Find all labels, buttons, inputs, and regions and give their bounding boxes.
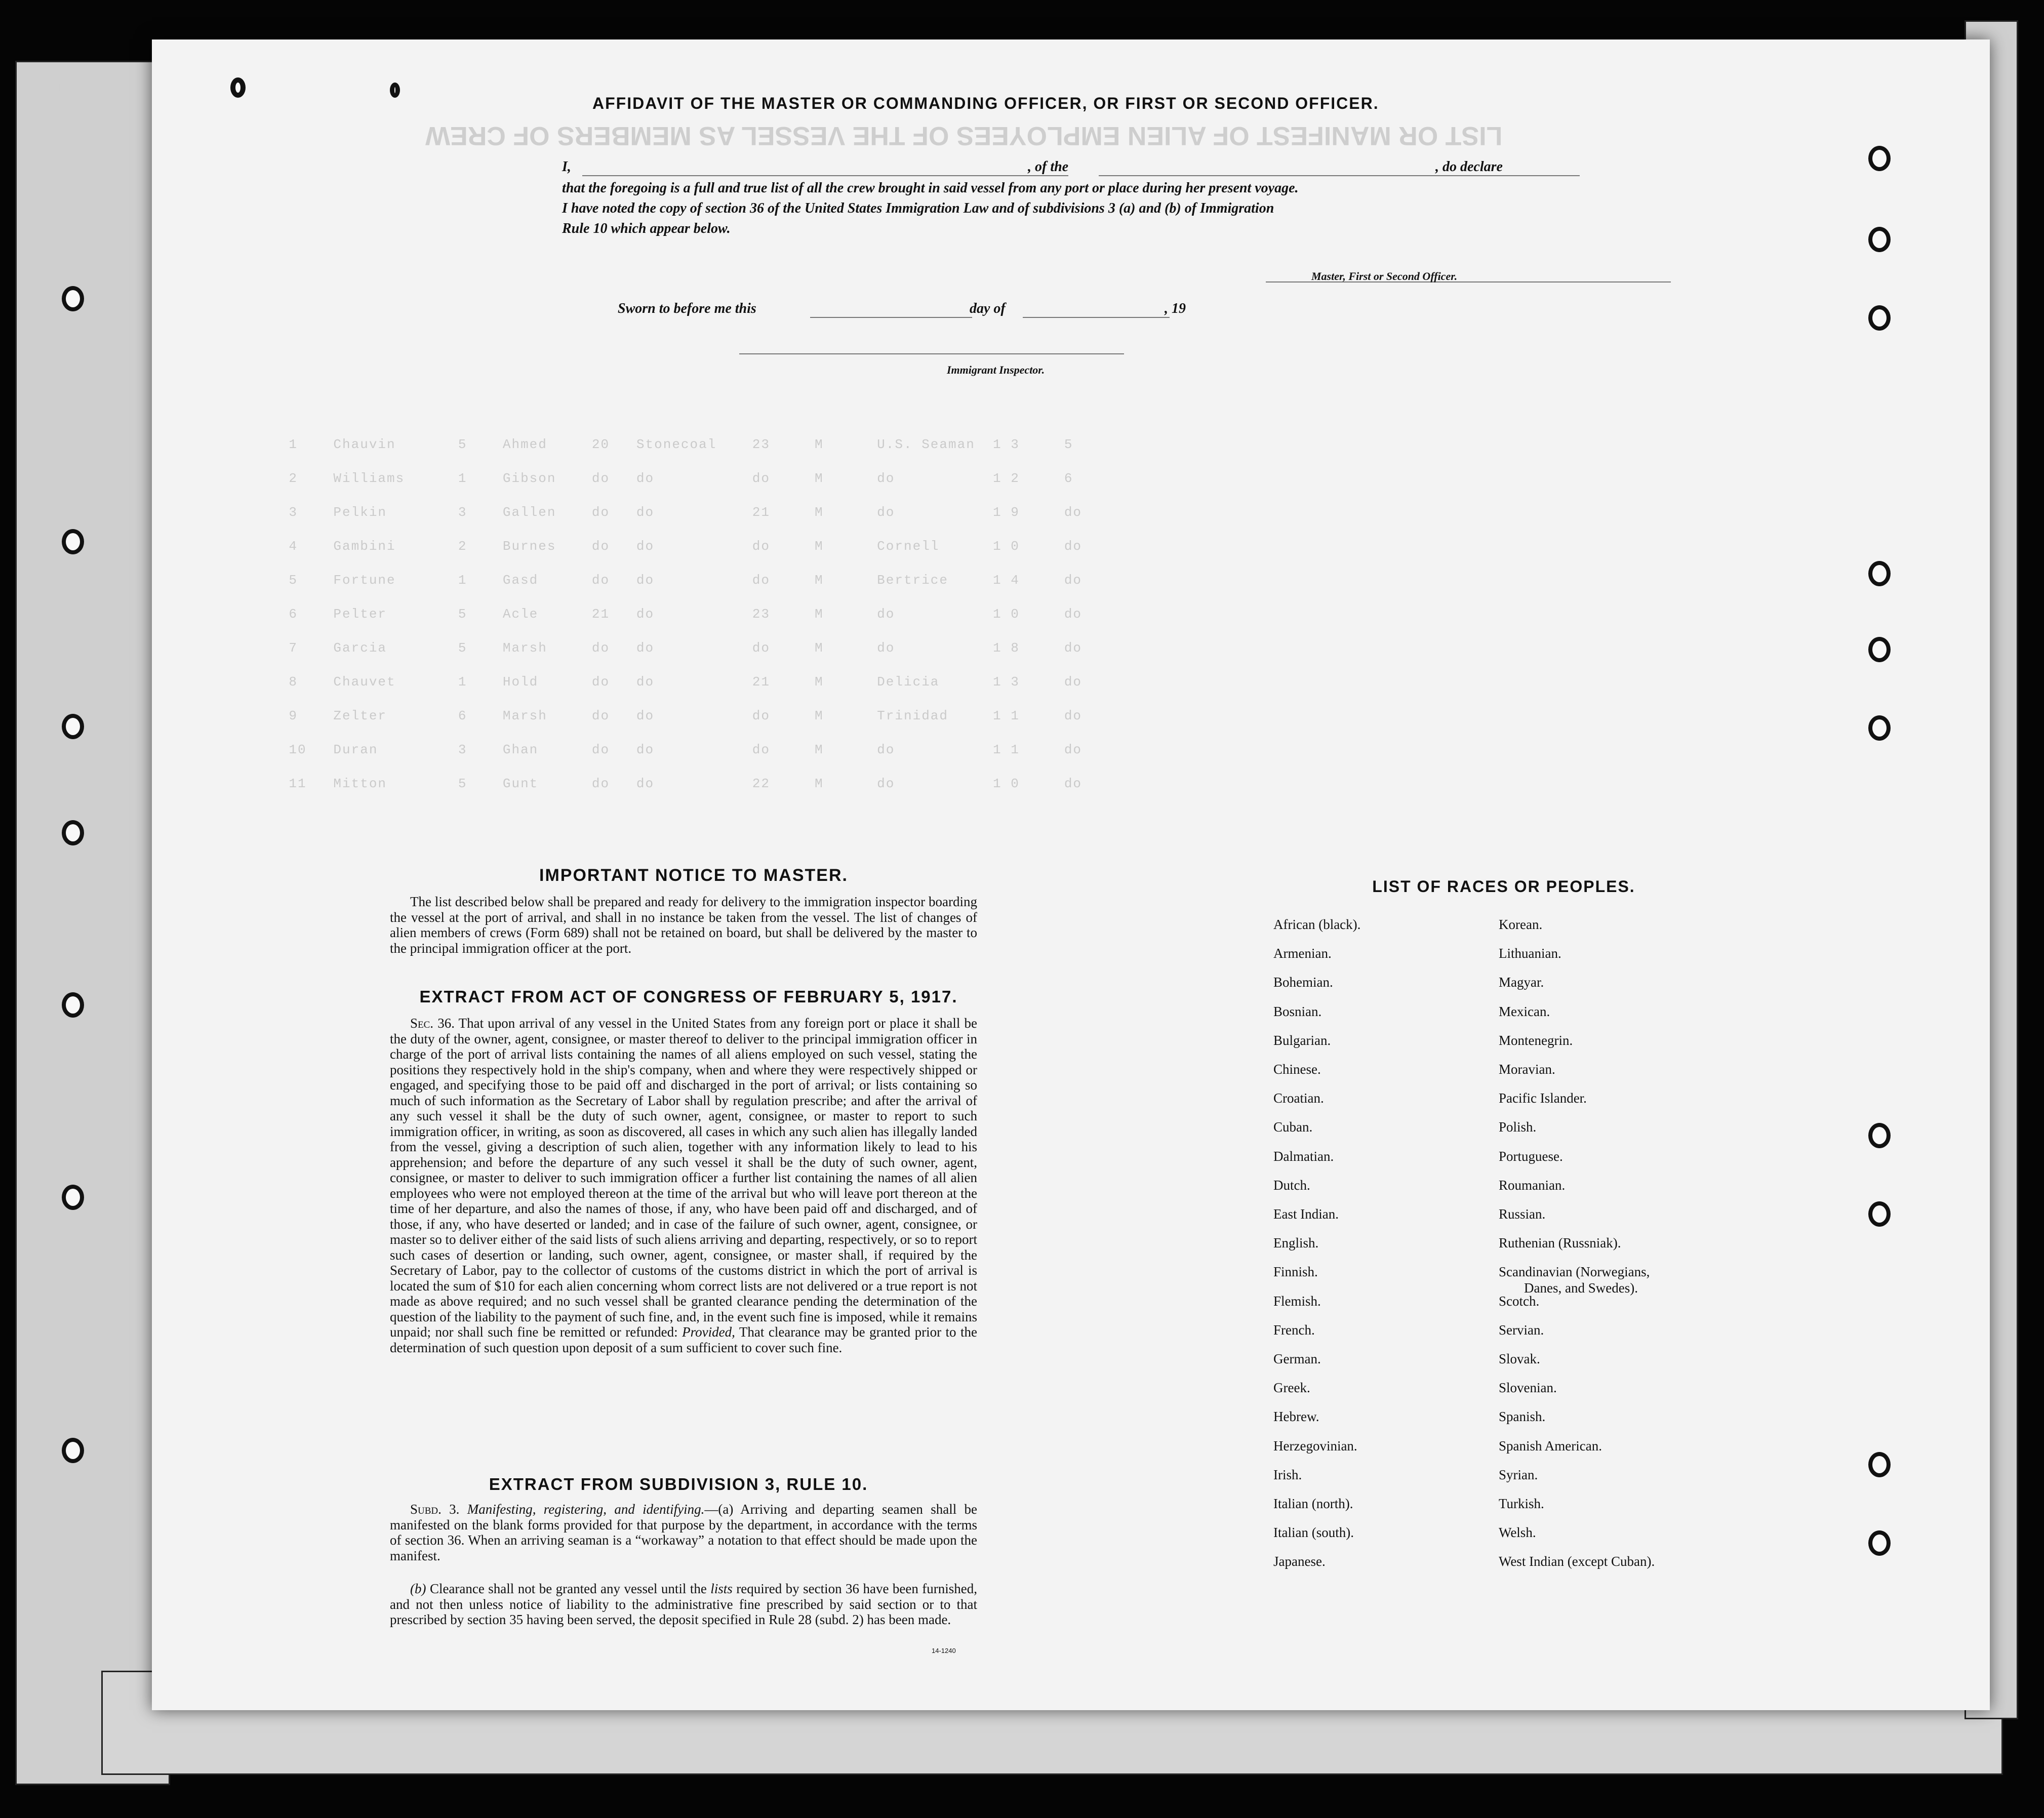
master-signature-label: Master, First or Second Officer. bbox=[1311, 270, 1458, 282]
part-a-label: —(a) bbox=[704, 1502, 734, 1517]
binder-hole bbox=[62, 529, 84, 554]
bleed-through-title: LIST OR MANIFEST OF ALIEN EMPLOYEES OF THE VESSEL AS MEMBERS OF CREW bbox=[425, 121, 1503, 150]
part-b-text-1: Clearance shall not be granted any vessel until the bbox=[429, 1581, 707, 1596]
subd-label: Subd. 3. bbox=[410, 1502, 460, 1517]
race-item: Italian (north). bbox=[1273, 1496, 1353, 1511]
race-item: Slovenian. bbox=[1499, 1380, 1557, 1396]
binder-hole bbox=[62, 820, 84, 845]
race-item: Magyar. bbox=[1499, 975, 1544, 990]
race-item: Dalmatian. bbox=[1273, 1148, 1334, 1164]
binder-hole bbox=[1868, 305, 1891, 331]
race-item: Mexican. bbox=[1499, 1003, 1550, 1019]
race-item: Slovak. bbox=[1499, 1351, 1540, 1366]
subd-heading: Manifesting, registering, and identifying. bbox=[467, 1502, 705, 1517]
race-item: Spanish American. bbox=[1499, 1438, 1602, 1453]
race-item: Greek. bbox=[1273, 1380, 1310, 1396]
race-item: Italian (south). bbox=[1273, 1525, 1354, 1541]
part-a-text: Arriving and departing seamen shall be manifested on the blank forms provided for that purpose by the department, in accordance with the terms of section 36. When an arriving seaman is a “workaway” a notation to that effect should be made upon the manifest. bbox=[390, 1502, 978, 1563]
race-item: Roumanian. bbox=[1499, 1177, 1566, 1193]
binder-hole bbox=[62, 714, 84, 739]
binder-hole bbox=[62, 1438, 84, 1463]
affidavit-title: AFFIDAVIT OF THE MASTER OR COMMANDING OFFICER, OR FIRST OR SECOND OFFICER. bbox=[592, 94, 1379, 112]
race-item: Irish. bbox=[1273, 1467, 1302, 1482]
race-item: Welsh. bbox=[1499, 1525, 1536, 1541]
race-item: Hebrew. bbox=[1273, 1409, 1319, 1425]
race-item: Korean. bbox=[1499, 917, 1543, 932]
provided-word: Provided, bbox=[682, 1324, 735, 1340]
race-item: Russian. bbox=[1499, 1206, 1546, 1222]
race-item: German. bbox=[1273, 1351, 1321, 1366]
races-title: LIST OF RACES OR PEOPLES. bbox=[1372, 877, 1635, 896]
race-item: West Indian (except Cuban). bbox=[1499, 1554, 1655, 1569]
race-item: Scotch. bbox=[1499, 1293, 1540, 1309]
affidavit-line-3: I have noted the copy of section 36 of the United States Immigration Law and of subdivisions 3 (a) and (b) of Immigration bbox=[562, 200, 1274, 216]
binder-hole bbox=[1868, 1201, 1891, 1227]
underlying-sheet-left bbox=[15, 61, 170, 1785]
sworn-prefix: Sworn to before me this bbox=[618, 301, 756, 316]
race-item: Japanese. bbox=[1273, 1554, 1326, 1569]
race-item: Montenegrin. bbox=[1499, 1032, 1573, 1048]
race-item: Pacific Islander. bbox=[1499, 1090, 1587, 1106]
race-item: East Indian. bbox=[1273, 1206, 1339, 1222]
binder-hole bbox=[1868, 227, 1891, 252]
inspector-signature-line bbox=[739, 353, 1124, 354]
race-item: African (black). bbox=[1273, 917, 1361, 932]
binder-hole bbox=[1868, 1452, 1891, 1477]
race-item: Bohemian. bbox=[1273, 975, 1333, 990]
binder-hole bbox=[62, 1185, 84, 1210]
race-item: French. bbox=[1273, 1322, 1315, 1338]
affidavit-declaration-do-declare: , do declare bbox=[1435, 159, 1503, 175]
race-item: Flemish. bbox=[1273, 1293, 1321, 1309]
part-b-text-2: required by section 36 have been furnished, and not then unless notice of liability to the administrative fine prescribed by said section or to that prescribed by section 35 having been served, the deposit specified in Rule 28 (subd. 2) has been made. bbox=[390, 1581, 978, 1627]
name-blank-line bbox=[582, 175, 1068, 176]
affidavit-line-2: that the foregoing is a full and true list of all the crew brought in said vessel from any port or place during her present voyage. bbox=[562, 180, 1299, 196]
inspector-label: Immigrant Inspector. bbox=[947, 363, 1045, 376]
race-item: Finnish. bbox=[1273, 1264, 1318, 1280]
sworn-year: , 19 bbox=[1165, 301, 1186, 316]
sworn-day-of: day of bbox=[970, 301, 1006, 316]
bleed-through-rows: 1 Chauvin 5 Ahmed 20 Stonecoal 23 M U.S. Seaman 1 3 5 2 Williams 1 Gibson do do do M do 1 2 6 3 Pelkin 3 Gallen do do 21 M do 1 9 do 4 Gambini 2 Burnes do do do M Cornell 1 0 do 5 Fortune 1 Gasd do do do M Bertrice 1 4 do 6 Pelter 5 Acle 21 do 23 M do 1 0 do 7 Garcia 5 Marsh do do do M do 1 8 do 8 Chauvet 1 Hold do do 21 M Delicia 1 3 do 9 Zelter 6 Marsh do do do M Trinidad 1 1 do 10 Duran 3 Ghan do do do M do 1 1 do 11 Mitton 5 Gunt do do 22 M do 1 0 do bbox=[289, 437, 1083, 791]
affidavit-declaration-of-the: , of the bbox=[1028, 159, 1069, 175]
race-item: Scandinavian (Norwegians, bbox=[1499, 1264, 1650, 1280]
section-36-text: That upon arrival of any vessel in the United States from any foreign port or place it shall be the duty of the owner, agent, consignee, or master thereof to deliver to the principal immigration officer in charge of the port of arrival lists containing the names of all aliens employed on such vessel, stating the positions they respectively hold in the ship's company, when and where they were respectively shipped or engaged, and specifying those to be paid off and discharged in the port of arrival; or lists containing so much of such information as the Secretary of Labor shall by regulation prescribe; and after the arrival of any such vessel it shall be the duty of such owner, agent, consignee, or master to report to such immigration officer, in writing, as soon as discovered, all cases in which any such alien has illegally landed from the vessel, giving a description of such alien, together with any information likely to lead to his apprehension; and before the departure of any such vessel it shall be the duty of such owner, agent, consignee, or master to deliver to such immigration officer a further list containing the names of all alien employees who were not employed thereon at the time of the arrival but who will leave port thereon at the time of her departure, and also the names of those, if any, who have been paid off and discharged, and of those, if any, who have deserted or landed; and in case of the failure of such owner, agent, consignee, or master so to deliver either of the said lists of such aliens arriving and departing, respectively, or so to report such cases of desertion or landing, such owner, agent, consignee, or master shall, if required by the Secretary of Labor, pay to the collector of customs of the customs district in which the port of arrival is located the sum of $10 for each alien concerning whom correct lists are not delivered or a true report is not made as above required; and no such vessel shall be granted clearance pending the determination of the question of the liability to the payment of such fine, and, in the event such fine is imposed, while it remains unpaid; nor shall such fine be remitted or refunded: bbox=[390, 1016, 977, 1340]
binder-hole bbox=[1868, 1123, 1891, 1148]
race-item: Herzegovinian. bbox=[1273, 1438, 1357, 1453]
rule-extract-part-b bbox=[390, 1581, 977, 1628]
binder-hole bbox=[230, 77, 246, 98]
race-item: Turkish. bbox=[1499, 1496, 1544, 1511]
affidavit-line-4: Rule 10 which appear below. bbox=[562, 221, 731, 236]
form-number: 14-1240 bbox=[932, 1647, 956, 1654]
race-item: Dutch. bbox=[1273, 1177, 1310, 1193]
binder-hole bbox=[1868, 146, 1891, 171]
act-extract-title: EXTRACT FROM ACT OF CONGRESS OF FEBRUARY 5, 1917. bbox=[419, 987, 958, 1006]
race-item: Bosnian. bbox=[1273, 1003, 1322, 1019]
notice-body: The list described below shall be prepared and ready for delivery to the immigration inspector boarding the vessel at the port of arrival, and shall in no instance be taken from the vessel. The list of changes of alien members of crews (Form 689) shall not be retained on board, but shall be delivered by the master to the principal immigration officer at the port. bbox=[390, 894, 977, 956]
race-item: Syrian. bbox=[1499, 1467, 1538, 1482]
rule-extract-part-a bbox=[390, 1502, 977, 1563]
rule-extract-title: EXTRACT FROM SUBDIVISION 3, RULE 10. bbox=[489, 1475, 868, 1493]
race-item: Ruthenian (Russniak). bbox=[1499, 1235, 1621, 1251]
sworn-day-blank-line bbox=[810, 317, 972, 318]
binder-hole bbox=[1868, 715, 1891, 741]
act-extract-body bbox=[390, 1016, 977, 1355]
race-item: Servian. bbox=[1499, 1322, 1544, 1338]
binder-hole bbox=[1868, 1530, 1891, 1556]
section-label: Sec. 36. bbox=[410, 1016, 455, 1031]
race-item: Chinese. bbox=[1273, 1062, 1321, 1077]
part-b-label: (b) bbox=[410, 1581, 426, 1596]
race-item: Armenian. bbox=[1273, 946, 1332, 961]
notice-title: IMPORTANT NOTICE TO MASTER. bbox=[539, 866, 848, 885]
race-item: Portuguese. bbox=[1499, 1148, 1563, 1164]
manifest-page bbox=[152, 39, 1990, 1710]
race-item: English. bbox=[1273, 1235, 1319, 1251]
race-item: Cuban. bbox=[1273, 1119, 1313, 1135]
vessel-blank-line bbox=[1099, 175, 1580, 176]
sworn-month-blank-line bbox=[1023, 317, 1170, 318]
race-item: Polish. bbox=[1499, 1119, 1537, 1135]
race-item: Lithuanian. bbox=[1499, 946, 1561, 961]
part-b-lists: lists bbox=[710, 1581, 733, 1596]
binder-hole bbox=[1868, 637, 1891, 662]
section-36-text-end: That clearance may be granted prior to the determination of such question upon deposit of a sum sufficient to cover such fine. bbox=[390, 1324, 978, 1355]
edge-label: BILL NO. bbox=[46, 81, 101, 94]
race-item: Spanish. bbox=[1499, 1409, 1546, 1425]
binder-hole bbox=[62, 992, 84, 1018]
race-item: Croatian. bbox=[1273, 1090, 1324, 1106]
affidavit-declaration-i: I, bbox=[562, 159, 571, 175]
binder-hole bbox=[1868, 561, 1891, 586]
race-item: Moravian. bbox=[1499, 1062, 1555, 1077]
binder-hole bbox=[62, 286, 84, 311]
race-continuation: Danes, and Swedes). bbox=[1524, 1280, 1638, 1296]
binder-hole bbox=[390, 83, 400, 98]
race-item: Bulgarian. bbox=[1273, 1032, 1331, 1048]
